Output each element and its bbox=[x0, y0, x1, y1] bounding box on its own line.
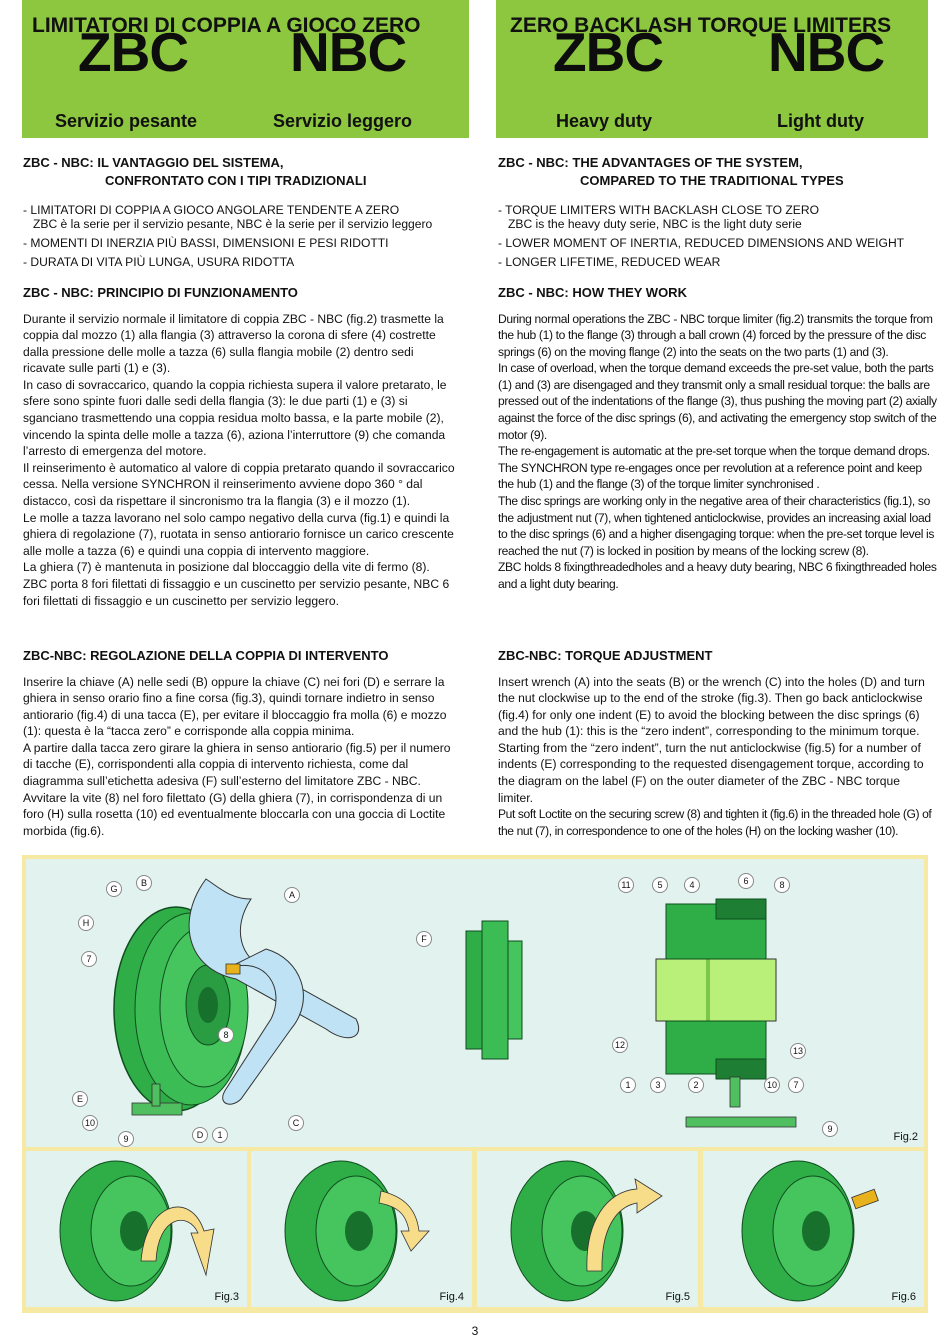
callout-2: 2 bbox=[688, 1077, 704, 1093]
figure-6-drawing bbox=[703, 1151, 924, 1307]
callout-7: 7 bbox=[81, 951, 97, 967]
callout-7-section: 7 bbox=[788, 1077, 804, 1093]
advantage-item-2-it: - MOMENTI DI INERZIA PIÙ BASSI, DIMENSIONI E PESI RIDOTTI bbox=[23, 236, 389, 250]
how-paragraph-5-en: ZBC holds 8 fixingthreadedholes and a heavy duty bearing, NBC 6 fixingthreaded holes and a light duty bearing. bbox=[498, 560, 937, 591]
callout-10-section: 10 bbox=[764, 1077, 780, 1093]
callout-10: 10 bbox=[82, 1115, 98, 1131]
how-heading-en: ZBC - NBC: HOW THEY WORK bbox=[498, 285, 687, 300]
page-number: 3 bbox=[471, 1324, 479, 1338]
heavy-duty-label-it: Servizio pesante bbox=[55, 111, 198, 131]
title-english: ZERO BACKLASH TORQUE LIMITERS bbox=[510, 14, 892, 37]
callout-C: C bbox=[288, 1115, 304, 1131]
callout-3: 3 bbox=[650, 1077, 666, 1093]
light-duty-label-en: Light duty bbox=[777, 111, 864, 131]
callout-1-section: 1 bbox=[620, 1077, 636, 1093]
callout-4: 4 bbox=[684, 877, 700, 893]
how-paragraph-5-it: La ghiera (7) è mantenuta in posizione dal bloccaggio della vite di fermo (8). bbox=[23, 560, 430, 575]
figures-frame bbox=[22, 855, 928, 1313]
callout-8: 8 bbox=[218, 1027, 234, 1043]
adjustment-paragraph-1-en: Insert wrench (A) into the seats (B) or the wrench (C) into the holes (D) and turn the nut clockwise up to the end of the stroke (fig.3). Then go back anticlockwise (fig.4) for only one indent (E) to avoid the blocking between the disc springs (6) and the hub (1): this is the “zero indent”, corresponding to the minimum torque. Starting from the “zero indent”, turn the nut anticlockwise (fig.5) for a number of indents (E) corresponding to the requested disengagement torque, according to the diagram on the label (F) on the outer diameter of the ZBC - NBC torque limiter. bbox=[498, 674, 925, 805]
adjustment-heading-en: ZBC-NBC: TORQUE ADJUSTMENT bbox=[498, 648, 713, 663]
nbc-logo-right: NBC bbox=[768, 21, 885, 83]
adjustment-paragraph-2-it: A partire dalla tacca zero girare la ghiera in senso antiorario (fig.5) per il numero di tacche (E), corrispondenti alla coppia di intervento richiesta, come dal diagramma sull’etichetta adesiva (F) sull’esterno del limitatore ZBC - NBC. bbox=[23, 740, 451, 789]
how-paragraph-6-it: ZBC porta 8 fori filettati di fissaggio e un cuscinetto per servizio pesante, NBC 6 fori filettati di fissaggio e un cuscinetto per servizio leggero. bbox=[23, 577, 450, 608]
figure-4-panel bbox=[251, 1151, 472, 1307]
callout-13: 13 bbox=[790, 1043, 806, 1059]
callout-11: 11 bbox=[618, 877, 634, 893]
callout-9: 9 bbox=[118, 1131, 134, 1147]
how-paragraph-2-it: In caso di sovraccarico, quando la coppia richiesta supera il valore pretarato, le sfere sono spinte fuori dalle sedi della flangia (3): le due parti (1) e (3) si sganciano trasmettendo una coppia residua molto bassa, e la parte mobile (2), vincendo la spinta delle molle a tazza (6), aziona l’interruttore (9) che comanda l’arresto di emergenza del motore. bbox=[23, 377, 447, 459]
callout-B: B bbox=[136, 875, 152, 891]
fig2-label: Fig.2 bbox=[893, 1131, 918, 1143]
how-paragraph-4-it: Le molle a tazza lavorano nel solo campo negativo della curva (fig.1) e quindi la ghiera di regolazione (7), ruotata in senso antiorario fornisce un carico crescente alle molle a tazza (6) e quindi una coppia di intervento maggiore. bbox=[23, 510, 454, 558]
figure-5-panel bbox=[477, 1151, 698, 1307]
advantages-heading-en: ZBC - NBC: THE ADVANTAGES OF THE SYSTEM, COMPARED TO THE TRADITIONAL TYPES bbox=[498, 155, 844, 188]
callout-6: 6 bbox=[738, 873, 754, 889]
callout-G: G bbox=[106, 881, 122, 897]
english-column bbox=[498, 154, 938, 593]
callout-9-section: 9 bbox=[822, 1121, 838, 1137]
italian-column bbox=[23, 154, 455, 609]
fig6-label: Fig.6 bbox=[891, 1291, 916, 1303]
callout-A: A bbox=[284, 887, 300, 903]
heavy-duty-label-en: Heavy duty bbox=[556, 111, 653, 131]
figure-3-drawing bbox=[26, 1151, 247, 1307]
figure-4-drawing bbox=[251, 1151, 472, 1307]
advantage-item-3-it: - DURATA DI VITA PIÙ LUNGA, USURA RIDOTTA bbox=[23, 255, 295, 269]
how-paragraph-1-en: During normal operations the ZBC - NBC torque limiter (fig.2) transmits the torque from the hub (1) to the flange (3) through a ball crown (4) forced by the pressure of the disc springs (6) on the moving flange (2) into the seats on the two parts (1) and (3). bbox=[498, 311, 933, 359]
advantage-item-1-en: - TORQUE LIMITERS WITH BACKLASH CLOSE TO ZERO ZBC is the heavy duty serie, NBC is the light duty serie bbox=[498, 203, 819, 231]
callout-F: F bbox=[416, 931, 432, 947]
figure-5-drawing bbox=[477, 1151, 698, 1307]
how-paragraph-3-it: Il reinserimento è automatico al valore di coppia pretarato quando il sovraccarico cessa. Nella versione SYNCHRON il reinserimento avviene dopo 360 ° dal distacco, così da rispettare il sincronismo tra la flangia (3) e il mozzo (1). bbox=[23, 460, 455, 509]
figure-3-panel bbox=[26, 1151, 247, 1307]
advantages-heading-it: ZBC - NBC: IL VANTAGGIO DEL SISTEMA, CONFRONTATO CON I TIPI TRADIZIONALI bbox=[23, 155, 367, 188]
figure-6-panel bbox=[703, 1151, 924, 1307]
callout-H: H bbox=[78, 915, 94, 931]
adjustment-paragraph-2-en: Put soft Loctite on the securing screw (8) and tighten it (fig.6) in the threaded hole (G) of the nut (7), in correspondence to one of the holes (H) on the locking washer (10). bbox=[498, 807, 932, 838]
zbc-logo-left: ZBC bbox=[78, 21, 189, 83]
advantage-item-2-en: - LOWER MOMENT OF INERTIA, REDUCED DIMENSIONS AND WEIGHT bbox=[498, 236, 905, 250]
light-duty-label-it: Servizio leggero bbox=[273, 111, 413, 131]
how-paragraph-2-en: In case of overload, when the torque demand exceeds the pre-set value, both the parts (1) and (3) are disengaged and they transmit only a small residual torque: the balls are pressed out of the indentations of the flange (3), thus pushing the moving part (2) axially against the force of the disc springs (6), and activating the emergency stop switch of the motor (9). bbox=[498, 361, 937, 442]
fig3-label: Fig.3 bbox=[214, 1291, 239, 1303]
callout-12: 12 bbox=[612, 1037, 628, 1053]
adjustment-paragraph-3-it: Avvitare la vite (8) nel foro filettato (G) della ghiera (7), in corrispondenza di un foro (H) sulla rosetta (10) ed eventualmente bloccarla con una goccia di Loctite morbida (fig.6). bbox=[23, 790, 446, 838]
fig4-label: Fig.4 bbox=[439, 1291, 464, 1303]
adjustment-section-en bbox=[498, 647, 938, 839]
how-paragraph-3-en: The re-engagement is automatic at the pre-set torque when the torque demand drops. The SYNCHRON type re-engages once per revolution at a reference point and keep the hub (1) and the flange (3) of the torque limiter synchronised . bbox=[498, 444, 930, 492]
callout-E: E bbox=[72, 1091, 88, 1107]
callout-8-section: 8 bbox=[774, 877, 790, 893]
adjustment-section-it bbox=[23, 647, 455, 839]
title-italian: LIMITATORI DI COPPIA A GIOCO ZERO bbox=[32, 14, 421, 37]
assembly-illustration bbox=[26, 859, 924, 1147]
callout-5: 5 bbox=[652, 877, 668, 893]
callout-D: D bbox=[192, 1127, 208, 1143]
how-heading-it: ZBC - NBC: PRINCIPIO DI FUNZIONAMENTO bbox=[23, 285, 298, 300]
advantage-item-3-en: - LONGER LIFETIME, REDUCED WEAR bbox=[498, 255, 721, 269]
how-paragraph-1-it: Durante il servizio normale il limitatore di coppia ZBC - NBC (fig.2) trasmette la coppia dal mozzo (1) alla flangia (3) attraverso la corona di sfere (4) costrette dalla pressione delle molle a tazza (6) sulla flangia mobile (2) dentro sedi ricavate sulle parti (1) e (3). bbox=[23, 311, 444, 376]
advantage-item-1-it: - LIMITATORI DI COPPIA A GIOCO ANGOLARE TENDENTE A ZERO ZBC è la serie per il servizio pesante, NBC è la serie per il servizio leggero bbox=[23, 203, 433, 231]
figure-2-panel bbox=[26, 859, 924, 1147]
zbc-logo-right: ZBC bbox=[553, 21, 664, 83]
adjustment-paragraph-1-it: Inserire la chiave (A) nelle sedi (B) oppure la chiave (C) nei fori (D) e serrare la ghiera in senso orario fino a fine corsa (fig.3), quindi tornare indietro in senso antiorario (fig.4) di una tacca (E), per evitare il bloccaggio fra molla (6) e mozzo (1): questa è la “tacca zero” e corrisponde alla coppia minima. bbox=[23, 674, 447, 739]
callout-1: 1 bbox=[212, 1127, 228, 1143]
fig5-label: Fig.5 bbox=[665, 1291, 690, 1303]
how-paragraph-4-en: The disc springs are working only in the negative area of their characteristics (fig.1), so the adjustment nut (7), when tightened anticlockwise, provides an increasing axial load to the disc springs (6) and a higher disengaging torque: when the pre-set torque level is reached the nut (7) is locked in position by means of the locking screw (8). bbox=[498, 494, 935, 558]
adjustment-heading-it: ZBC-NBC: REGOLAZIONE DELLA COPPIA DI INTERVENTO bbox=[23, 648, 389, 663]
nbc-logo-left: NBC bbox=[290, 21, 407, 83]
